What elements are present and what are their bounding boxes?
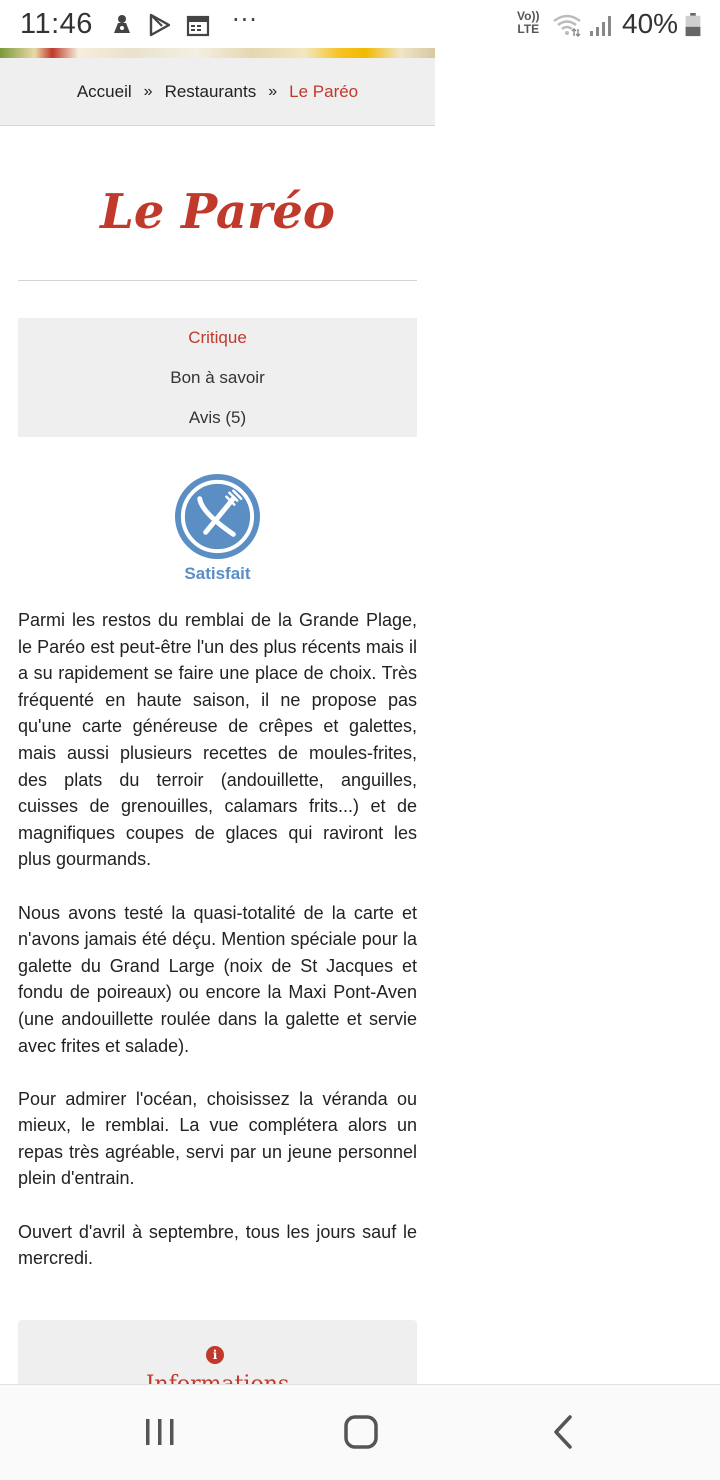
back-button[interactable] [532, 1407, 592, 1457]
tab-critique[interactable]: Critique [188, 328, 247, 347]
status-time: 11:46 [20, 8, 93, 40]
breadcrumb-separator: » [143, 83, 153, 100]
status-overflow-dots: ··· [232, 6, 258, 34]
fork-knife-icon [174, 473, 261, 560]
calendar-icon [186, 13, 210, 37]
review-body [18, 607, 417, 1298]
info-icon: i [206, 1346, 224, 1364]
hero-image-strip [0, 48, 435, 58]
battery-percent: 40% [622, 8, 679, 39]
recent-apps-button[interactable] [130, 1407, 190, 1457]
review-paragraph: Pour admirer l'océan, choisissez la véranda ou mieux, le remblai. La vue complétera alors un repas très agréable, servi par un jeune personnel plein d'entrain. [18, 1088, 417, 1189]
breadcrumb-bar [0, 58, 435, 126]
volte-line1: Vo)) [517, 9, 540, 23]
review-paragraph: Ouvert d'avril à septembre, tous les jours sauf le mercredi. [18, 1221, 417, 1269]
rating-label: Satisfait [184, 564, 251, 583]
signal-icon [588, 13, 612, 37]
review-paragraph: Parmi les restos du remblai de la Grande Plage, le Paréo est peut-être l'un des plus récents mais il a su rapidement se faire une place de choix. Très fréquenté en haute saison, il ne propose pas qu'une carte généreuse de crêpes et galettes, mais aussi plusieurs recettes de moules-frites, des plats du terroir (andouillette, anguilles, cuisses de grenouilles, calamars frits...) et de magnifiques coupes de glaces qui raviront les plus gourmands. [18, 610, 417, 870]
battery-icon [683, 13, 703, 37]
volte-line2: LTE [517, 22, 540, 36]
title-divider [18, 280, 417, 281]
home-button[interactable] [331, 1407, 391, 1457]
tab-avis[interactable]: Avis (5) [188, 408, 247, 427]
breadcrumb [0, 58, 435, 126]
system-nav-bar [0, 1384, 720, 1480]
review-paragraph: Nous avons testé la quasi-totalité de la carte et n'avons jamais été déçu. Mention spéciale pour la galette du Grand Large (noix de St Jacques et fondu de poireaux) ou encore la Maxi Pont-Aven (une andouillette roulée dans la galette et servie avec frites et salade). [18, 902, 417, 1056]
status-bar [0, 0, 720, 48]
breadcrumb-home-link[interactable]: Accueil [76, 82, 132, 101]
play-store-icon [148, 13, 172, 37]
volte-indicator [517, 10, 539, 36]
tab-bon-a-savoir[interactable]: Bon à savoir [170, 368, 265, 387]
notification-app-icon [110, 13, 134, 37]
wifi-icon [552, 13, 582, 37]
breadcrumb-current: Le Paréo [289, 82, 359, 101]
breadcrumb-restaurants-link[interactable]: Restaurants [164, 82, 257, 101]
page-title: Le Paréo [100, 184, 335, 240]
section-tabs [18, 318, 417, 437]
breadcrumb-separator: » [268, 83, 278, 100]
